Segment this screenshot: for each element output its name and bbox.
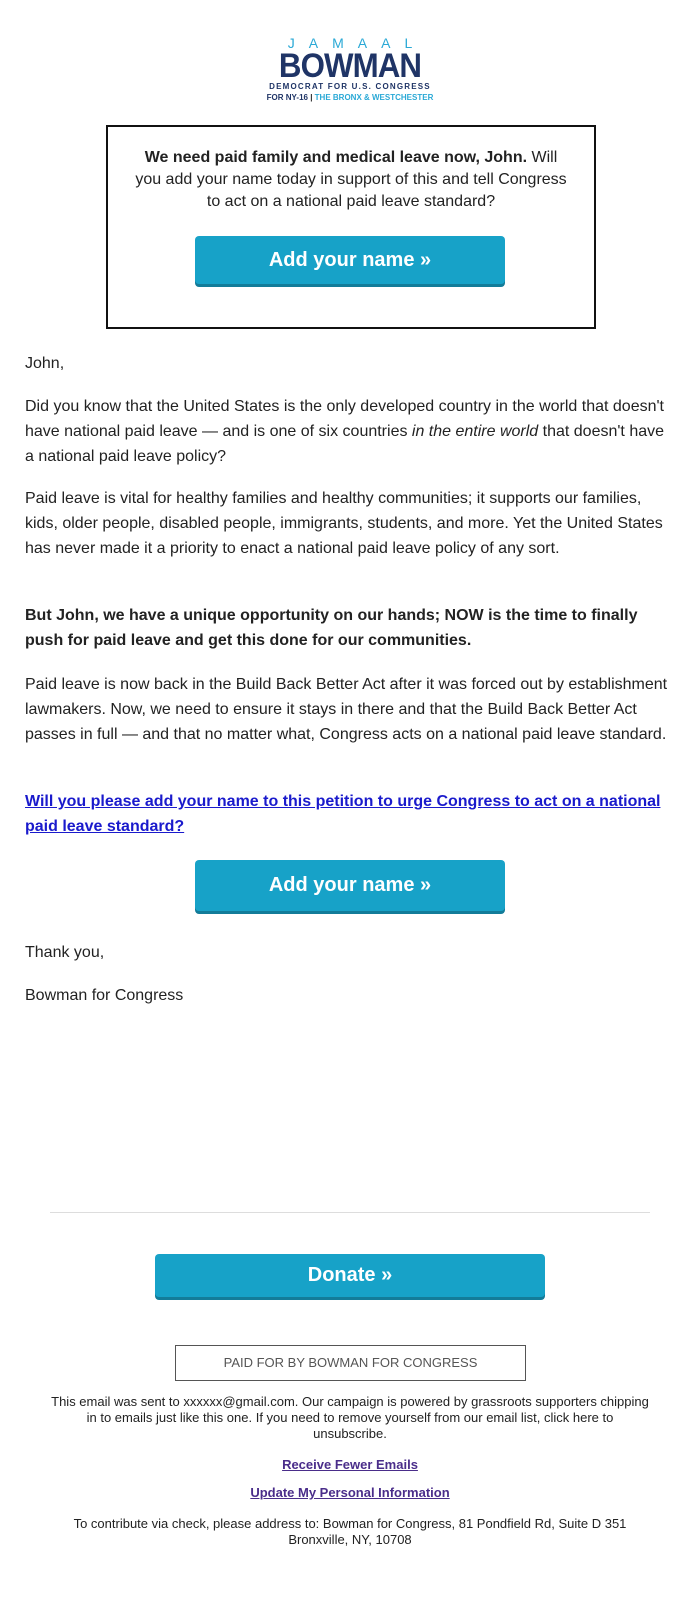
paragraph-1-start: Did you know that the United States is the only developed country in the world that doesn't have national paid leave — and is one of six countries (25, 398, 664, 440)
campaign-logo (0, 36, 700, 103)
update-info-link[interactable]: Update My Personal Information (250, 1485, 450, 1500)
donate-button[interactable]: Donate » (155, 1254, 545, 1297)
greeting: John, (25, 355, 65, 372)
sent-notice: This email was sent to xxxxxx@gmail.com. Our campaign is powered by grassroots supporters chipping in to emails just like this one. If you need to remove yourself from our email list, click here to unsubscribe. (51, 1394, 649, 1441)
paragraph-1-end: that doesn't have a national paid leave policy? (25, 423, 665, 465)
add-your-name-button-top[interactable]: Add your name » (195, 236, 505, 284)
paragraph-1 (25, 394, 673, 469)
callout-bold-text: We need paid family and medical leave now, John. (144, 149, 528, 166)
paragraph-2: Paid leave is vital for healthy families and healthy communities; it supports our families, kids, older people, disabled people, immigrants, students, and more. Yet the United States has never made it a priority to enact a national paid leave policy of any sort. (25, 490, 663, 557)
logo-district-name: FOR NY-16 (266, 93, 308, 102)
callout-body-text: Will you add your name today in support of this and tell Congress to act on a national paid leave standard? (135, 149, 567, 210)
petition-link[interactable]: Will you please add your name to this petition to urge Congress to act on a national paid leave standard? (25, 793, 661, 835)
closing-thanks: Thank you, (25, 944, 105, 961)
add-your-name-button-bottom[interactable]: Add your name » (195, 860, 505, 911)
paragraph-4: Paid leave is now back in the Build Back Better Act after it was forced out by establishment lawmakers. Now, we need to ensure it stays in there and that the Build Back Better Act passes in full — and that no matter what, Congress acts on a national paid leave standard. (25, 676, 668, 743)
logo-last-name: BOWMAN (278, 47, 422, 85)
petition-callout-box (106, 125, 596, 329)
logo-first-name: JAMAAL (287, 35, 427, 51)
paragraph-3-bold: But John, we have a unique opportunity on our hands; NOW is the time to finally push for paid leave and get this done for our communities. (25, 607, 638, 649)
paid-for-disclaimer: PAID FOR BY BOWMAN FOR CONGRESS (175, 1345, 526, 1381)
receive-fewer-emails-link[interactable]: Receive Fewer Emails (282, 1457, 418, 1472)
callout-text (134, 147, 568, 213)
logo-region: THE BRONX & WESTCHESTER (314, 93, 434, 102)
paragraph-1-italic: in the entire world (411, 423, 539, 440)
logo-tagline: DEMOCRAT FOR U.S. CONGRESS (269, 82, 431, 91)
signature: Bowman for Congress (25, 987, 184, 1004)
check-address: To contribute via check, please address to: Bowman for Congress, 81 Pondfield Rd, Suite D 351 Bronxville, NY, 10708 (73, 1516, 627, 1547)
logo-district: FOR NY-16 | THE BRONX & WESTCHESTER (266, 93, 434, 102)
footer-divider (50, 1212, 650, 1213)
